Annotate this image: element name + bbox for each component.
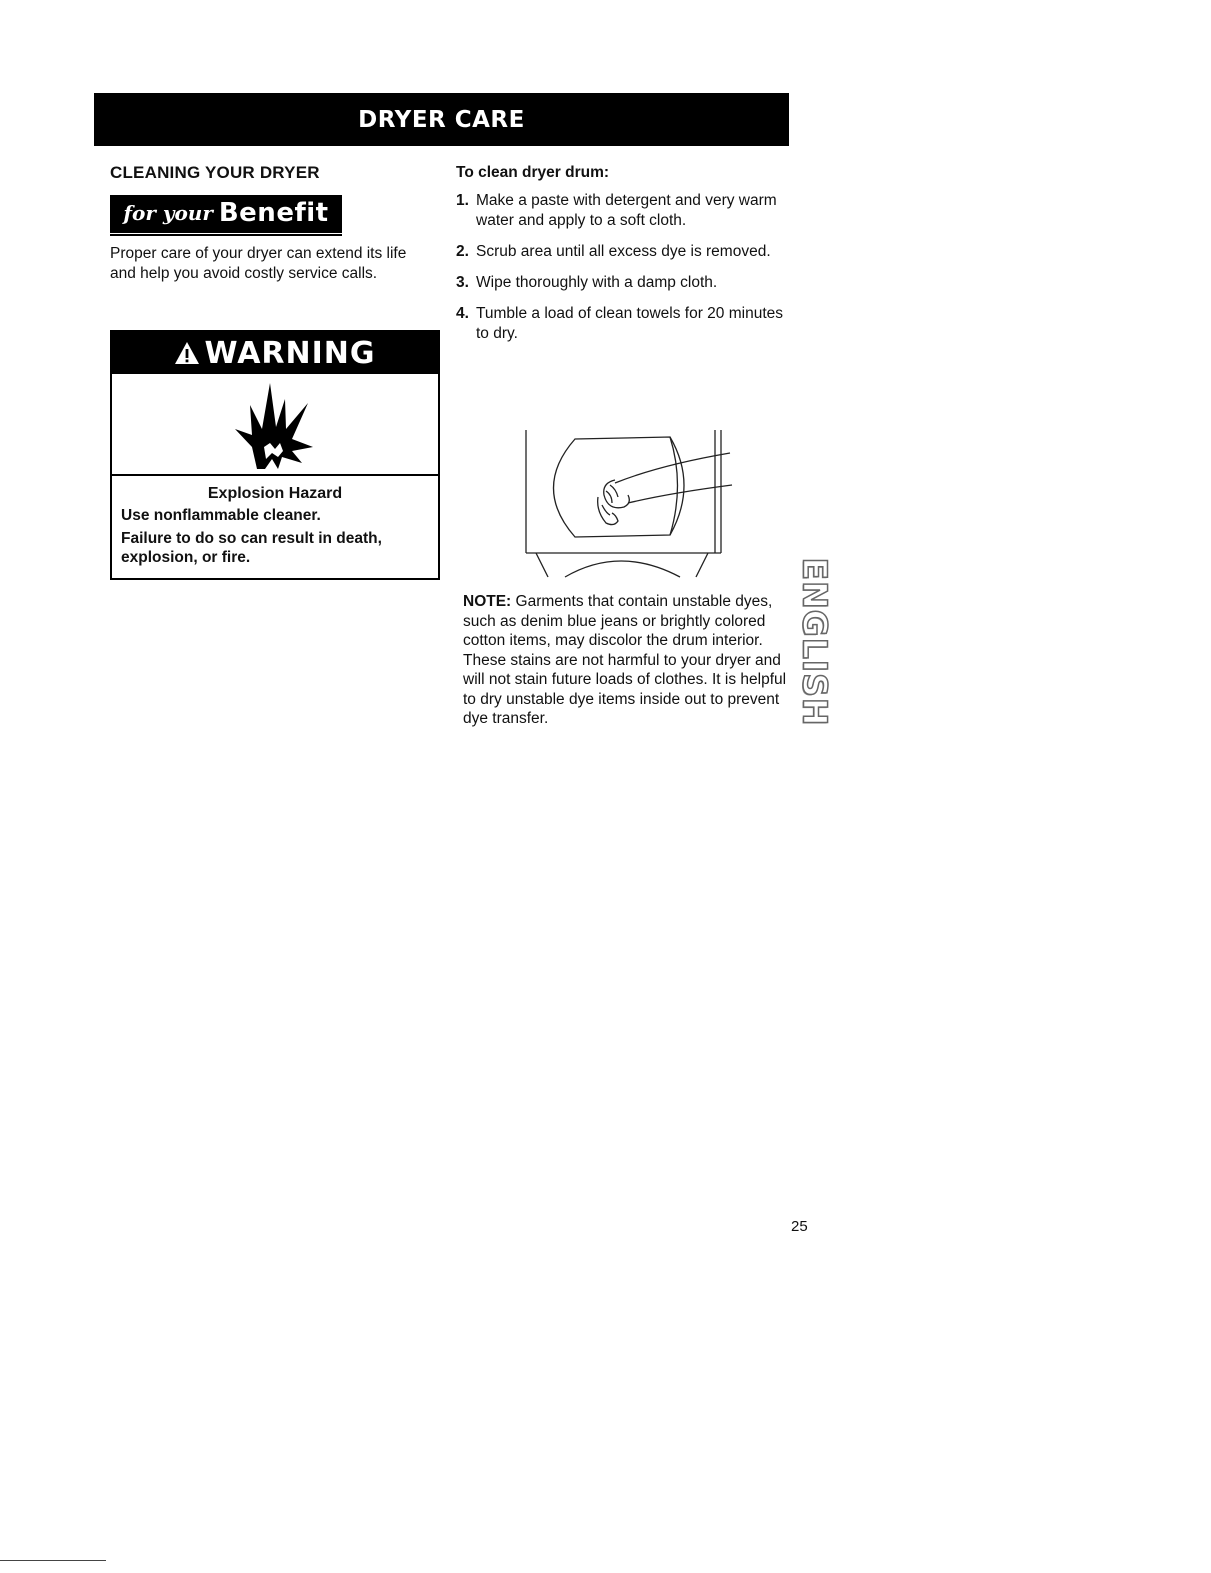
language-side-tab bbox=[796, 552, 834, 732]
step-item bbox=[456, 304, 786, 344]
step-item bbox=[456, 273, 786, 293]
step-text: Scrub area until all excess dye is removed. bbox=[476, 243, 771, 260]
warning-text bbox=[112, 476, 438, 567]
drum-cleaning-steps bbox=[456, 191, 786, 355]
warning-line-2: Failure to do so can result in death, explosion, or fire. bbox=[121, 530, 382, 566]
drum-cleaning-heading: To clean dryer drum: bbox=[456, 164, 610, 181]
warning-graphic bbox=[112, 374, 438, 476]
footer-rule bbox=[0, 1560, 106, 1561]
note-paragraph bbox=[463, 592, 793, 729]
warning-header bbox=[112, 332, 438, 374]
step-item bbox=[456, 191, 786, 231]
page-number: 25 bbox=[791, 1218, 808, 1235]
warning-label: WARNING bbox=[204, 335, 376, 371]
step-text: Make a paste with detergent and very warm water and apply to a soft cloth. bbox=[476, 192, 777, 229]
step-text: Tumble a load of clean towels for 20 minutes to dry. bbox=[476, 305, 784, 342]
benefit-word: Benefit bbox=[218, 198, 329, 228]
language-label: ENGLISH bbox=[795, 557, 835, 727]
step-number: 1. bbox=[456, 192, 469, 209]
banner-title: DRYER CARE bbox=[358, 106, 525, 133]
benefit-for-text: for your bbox=[123, 201, 213, 225]
cleaning-heading: CLEANING YOUR DRYER bbox=[110, 163, 320, 182]
hazard-title: Explosion Hazard bbox=[207, 485, 343, 502]
warning-line-1: Use nonflammable cleaner. bbox=[121, 507, 321, 524]
warning-triangle-icon bbox=[174, 341, 200, 365]
warning-box bbox=[110, 330, 440, 580]
step-number: 4. bbox=[456, 305, 469, 322]
section-banner bbox=[94, 93, 789, 146]
step-number: 3. bbox=[456, 274, 469, 291]
step-text: Wipe thoroughly with a damp cloth. bbox=[476, 274, 718, 291]
note-label: NOTE: bbox=[463, 593, 512, 610]
benefit-underline bbox=[110, 234, 342, 236]
step-item bbox=[456, 242, 786, 262]
intro-paragraph: Proper care of your dryer can extend its life and help you avoid costly service calls. bbox=[110, 245, 407, 282]
drum-cleaning-illustration bbox=[520, 425, 740, 580]
step-number: 2. bbox=[456, 243, 469, 260]
explosion-icon bbox=[230, 377, 320, 472]
for-your-benefit-badge bbox=[110, 195, 342, 233]
note-text: Garments that contain unstable dyes, such as denim blue jeans or brightly colored cotton items, may discolor the drum interior. These stains are not harmful to your dryer and will not stain future loads of clothes. It is helpful to dry unstable dye items inside out to prevent dye transfer. bbox=[463, 593, 787, 727]
